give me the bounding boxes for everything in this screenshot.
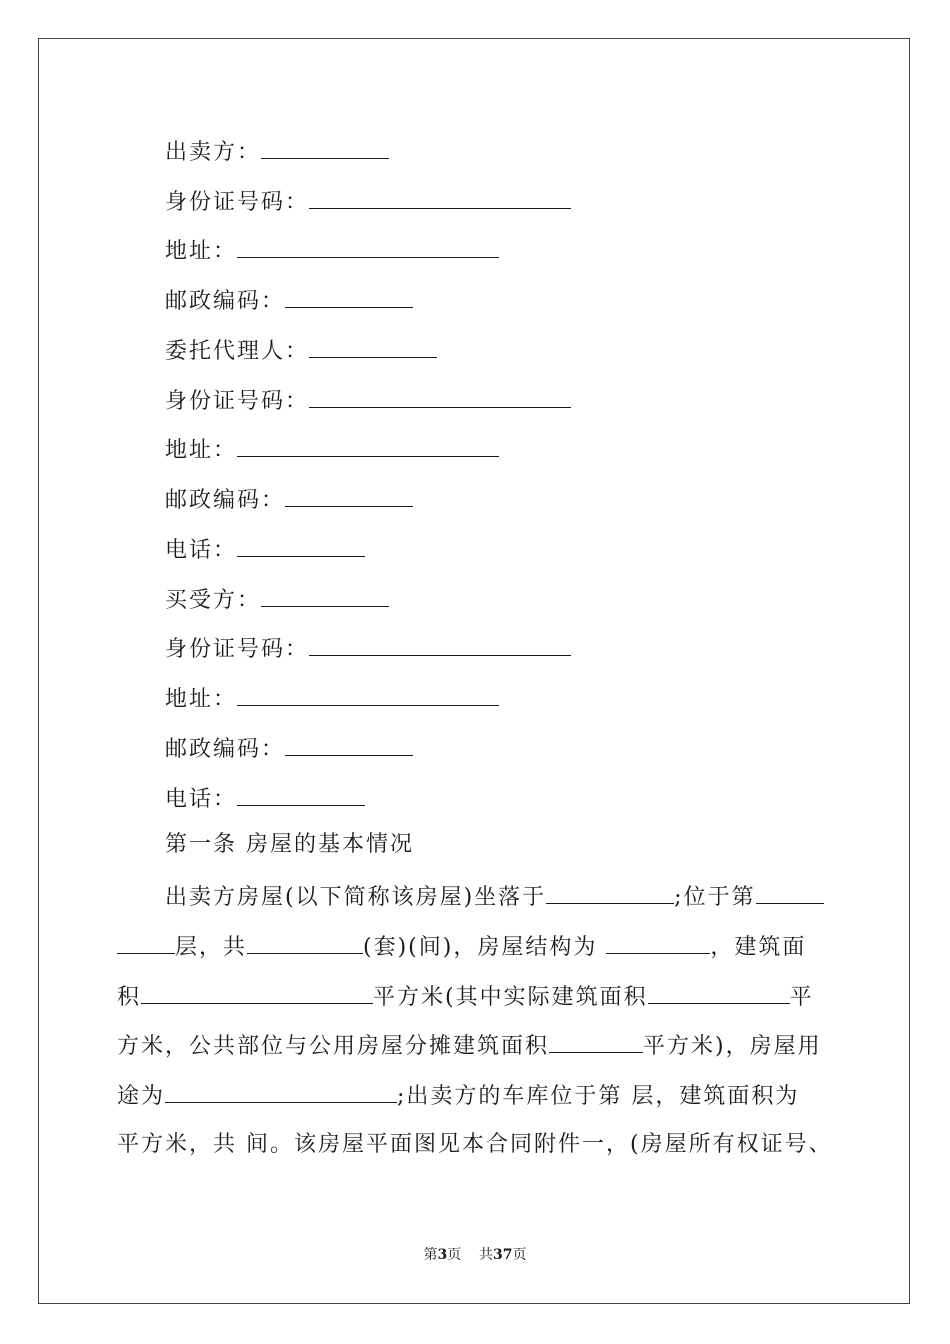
area-start-text: ，建筑面 <box>710 935 807 960</box>
article1-line-2 <box>117 931 806 963</box>
footer-total-pages: 37 <box>493 1247 513 1263</box>
structure-text: (套)(间)，房屋结构为 <box>363 935 598 960</box>
structure-blank[interactable] <box>606 931 710 954</box>
buyer-postcode-blank[interactable] <box>285 733 413 756</box>
agent-phone-label: 电话： <box>165 538 238 563</box>
seller-address-blank[interactable] <box>237 235 499 258</box>
floor-prefix-text: ;位于第 <box>674 885 756 910</box>
agent-address-field <box>165 434 499 464</box>
shared-area-text: 方米，公共部位与公用房屋分摊建筑面积 <box>117 1034 550 1059</box>
agent-address-blank[interactable] <box>237 434 499 457</box>
buyer-field <box>165 584 389 614</box>
seller-label: 出卖方： <box>165 140 262 165</box>
agent-address-label: 地址： <box>165 438 238 463</box>
seller-id-field <box>165 186 571 216</box>
area-end-text: 积 <box>117 985 142 1010</box>
shared-area-blank[interactable] <box>549 1030 643 1053</box>
seller-id-blank[interactable] <box>309 186 571 209</box>
buyer-id-label: 身份证号码： <box>165 637 310 662</box>
floor-blank-end[interactable] <box>117 931 175 954</box>
garage-text: ;出卖方的车库位于第 层，建筑面积为 <box>397 1084 800 1109</box>
seller-postcode-blank[interactable] <box>285 285 413 308</box>
actual-area-text: 平方米(其中实际建筑面积 <box>373 985 648 1010</box>
buyer-label: 买受方： <box>165 588 262 613</box>
article1-line-1 <box>165 881 824 913</box>
buyer-postcode-field <box>165 733 413 763</box>
usage-blank[interactable] <box>165 1080 397 1103</box>
total-text: 层，共 <box>175 935 248 960</box>
agent-postcode-label: 邮政编码： <box>165 488 286 513</box>
buyer-id-blank[interactable] <box>309 633 571 656</box>
buyer-id-field <box>165 633 571 663</box>
seller-field <box>165 136 389 166</box>
usage-end-text: 途为 <box>117 1084 166 1109</box>
seller-address-field <box>165 235 499 265</box>
agent-phone-blank[interactable] <box>237 534 365 557</box>
article1-heading: 第一条 房屋的基本情况 <box>165 832 414 857</box>
agent-postcode-blank[interactable] <box>285 484 413 507</box>
footer-page-number: 3 <box>437 1247 448 1263</box>
building-area-blank[interactable] <box>141 981 373 1004</box>
footer-page-suffix: 页 <box>512 1247 527 1263</box>
agent-blank[interactable] <box>309 335 437 358</box>
footer-page-prefix: 第 <box>423 1247 438 1263</box>
garage-area-text: 平方米，共 间。该房屋平面图见本合同附件一，(房屋所有权证号、 <box>117 1132 833 1157</box>
location-text: 出卖方房屋(以下简称该房屋)坐落于 <box>165 885 547 910</box>
agent-label: 委托代理人： <box>165 339 310 364</box>
article1-line-4 <box>117 1030 822 1062</box>
buyer-phone-field <box>165 783 365 813</box>
units-blank[interactable] <box>247 931 363 954</box>
article1-line-3 <box>117 981 814 1013</box>
buyer-phone-label: 电话： <box>165 787 238 812</box>
buyer-address-blank[interactable] <box>237 683 499 706</box>
article1-line-5 <box>117 1080 799 1112</box>
article1-line-6 <box>117 1130 833 1160</box>
agent-field <box>165 335 437 365</box>
usage-start-text: 平方米)，房屋用 <box>643 1034 822 1059</box>
sqm-start-text: 平 <box>789 985 814 1010</box>
agent-postcode-field <box>165 484 413 514</box>
agent-id-field <box>165 385 571 415</box>
agent-id-label: 身份证号码： <box>165 389 310 414</box>
buyer-postcode-label: 邮政编码： <box>165 737 286 762</box>
seller-id-label: 身份证号码： <box>165 190 310 215</box>
page-frame <box>38 38 910 1304</box>
actual-area-blank[interactable] <box>648 981 790 1004</box>
location-blank[interactable] <box>546 881 674 904</box>
floor-blank-start[interactable] <box>756 881 824 904</box>
seller-postcode-field <box>165 285 413 315</box>
buyer-address-label: 地址： <box>165 687 238 712</box>
agent-phone-field <box>165 534 365 564</box>
agent-id-blank[interactable] <box>309 385 571 408</box>
seller-address-label: 地址： <box>165 239 238 264</box>
footer-page-mid: 页 共 <box>447 1247 494 1263</box>
seller-blank[interactable] <box>261 136 389 159</box>
buyer-phone-blank[interactable] <box>237 783 365 806</box>
buyer-blank[interactable] <box>261 584 389 607</box>
seller-postcode-label: 邮政编码： <box>165 289 286 314</box>
page-footer <box>0 1245 950 1265</box>
buyer-address-field <box>165 683 499 713</box>
